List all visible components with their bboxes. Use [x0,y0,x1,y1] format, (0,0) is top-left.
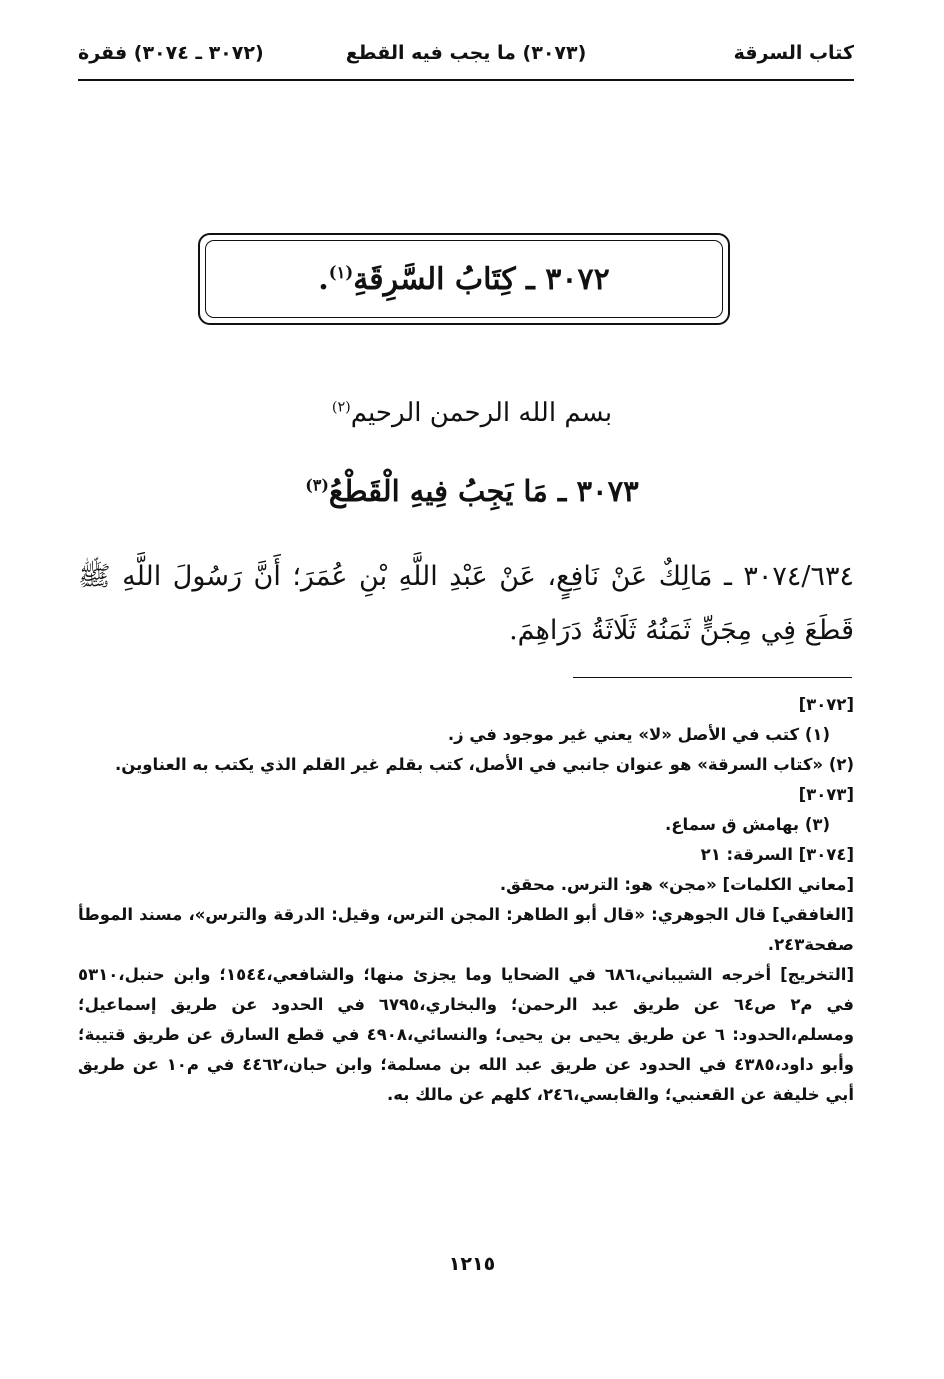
basmala-footnote-ref: (٢) [331,399,351,416]
note-word-meanings [78,870,854,900]
header-divider [78,79,854,81]
note-ghafiqi-label: [الغافقي] [772,905,854,924]
header-paragraph-range: (٣٠٧٢ ـ ٣٠٧٤) فقرة [78,42,264,64]
header-book-name: كتاب السرقة [733,42,854,64]
book-title-inner-frame [205,240,723,318]
note-word-meanings-label: [معاني الكلمات] [722,875,854,894]
book-title-footnote-ref: (١) [328,262,354,282]
footnote-section-label-3072: [٣٠٧٢] [798,695,854,714]
footnote-section-label-3073: [٣٠٧٣] [798,785,854,804]
book-title [318,262,609,297]
note-takhrij-text: أخرجه الشيباني،٦٨٦ في الضحايا وما يجزئ منها؛ والشافعي،١٥٤٤؛ وابن حنبل،٥٣١٠ في م٢ ص٦٤ عن طريق عبد الرحمن؛ والبخاري،٦٧٩٥ في الحدود عن طريق إسماعيل؛ ومسلم،الحدود: ٦ عن طريق يحيى بن يحيى؛ والنسائي،٤٩٠٨ في قطع السارق عن طريق قتيبة؛ وأبو داود،٤٣٨٥ في الحدود عن طريق عبد الله بن مسلمة؛ وابن حبان،٤٤٦٢ في م١٠ عن طريق أبي خليفة عن القعنبي؛ والقابسي،٢٤٦، كلهم عن مالك به. [78,965,855,1104]
chapter-heading [0,474,944,508]
chapter-footnote-ref: (٣) [305,475,329,495]
footnote-3: (٣) بهامش ق سماع. [665,815,830,834]
footnote-2: (٢) «كتاب السرقة» هو عنوان جانبي في الأصل، كتب بقلم غير القلم الذي يكتب به العناوين. [114,755,854,774]
note-ghafiqi [78,900,854,960]
book-title-frame [198,233,730,325]
running-header [78,38,854,78]
header-chapter-title: (٣٠٧٣) ما يجب فيه القطع [345,42,587,64]
footnote-section-label-3074: [٣٠٧٤] السرقة: ٢١ [700,845,854,864]
footnote-1: (١) كتب في الأصل «لا» يعني غير موجود في ز. [447,725,830,744]
footnote-separator [573,677,852,678]
hadith-text: ٣٠٧٤/٦٣٤ ـ مَالِكٌ عَنْ نَافِعٍ، عَنْ عَبْدِ اللَّهِ بْنِ عُمَرَ؛ أَنَّ رَسُولَ اللَّهِ ﷺ قَطَعَ فِي مِجَنٍّ ثَمَنُهُ ثَلَاثَةُ دَرَاهِمَ. [78,561,854,646]
book-title-text: ٣٠٧٢ ـ كِتَابُ السَّرِقَةِ [353,261,610,297]
footnotes-section [78,690,854,1110]
basmala-text: بسم الله الرحمن الرحيم [350,398,613,428]
note-takhrij [78,960,854,1110]
note-word-meanings-text: «مجن» هو: الترس. محقق. [499,875,717,894]
book-title-period: . [318,261,329,297]
page-number: ١٢١٥ [448,1253,496,1275]
basmala [0,398,944,428]
chapter-heading-text: ٣٠٧٣ ـ مَا يَجِبُ فِيهِ الْقَطْعُ [328,474,639,508]
note-ghafiqi-text: قال الجوهري: «قال أبو الطاهر: المجن الترس، وقيل: الدرقة والترس»، مسند الموطأ صفحة٢٤٣. [78,905,854,954]
note-takhrij-label: [التخريج] [780,965,855,984]
